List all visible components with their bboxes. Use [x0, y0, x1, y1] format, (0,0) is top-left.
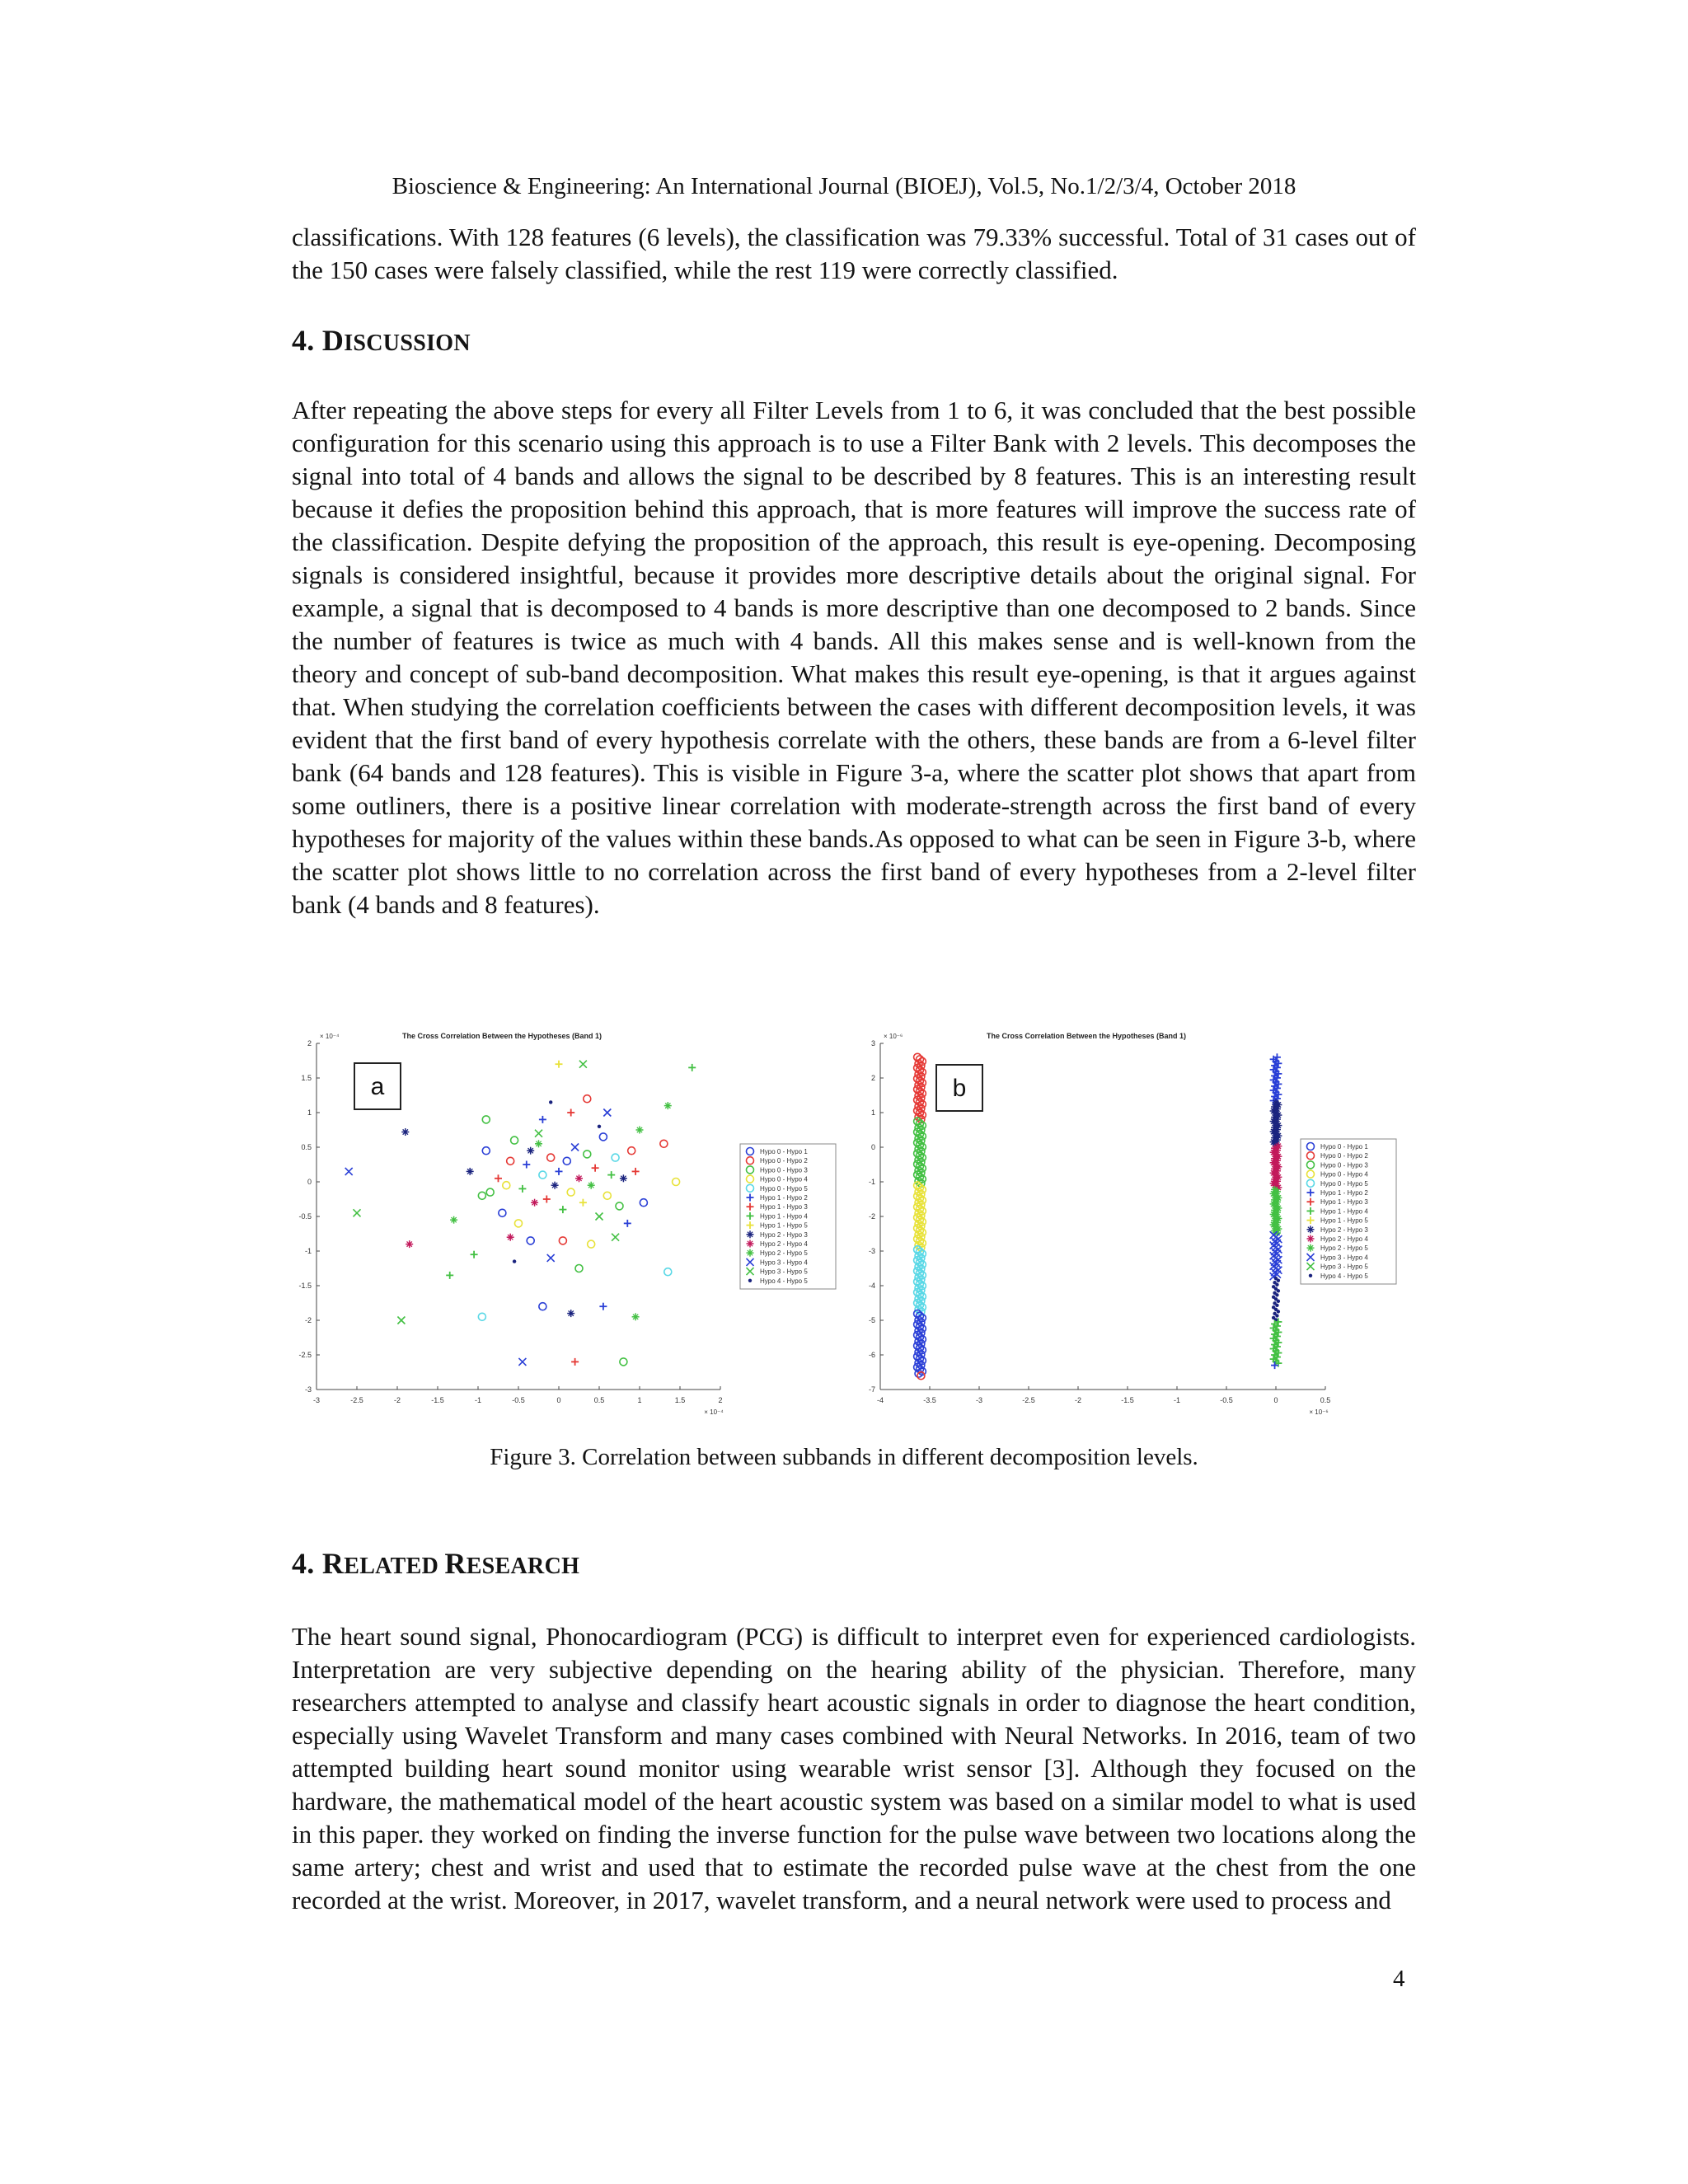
data-point	[584, 1151, 591, 1158]
legend-entry: Hypo 1 - Hypo 5	[1320, 1216, 1368, 1225]
x-tick-label: 1	[637, 1396, 642, 1404]
svg-text:a: a	[370, 1073, 385, 1100]
x-tick-label: 0	[1273, 1396, 1278, 1404]
running-header: Bioscience & Engineering: An International Journal (BIOEJ), Vol.5, No.1/2/3/4, October 2018	[392, 173, 1296, 199]
related-heading-number: 4.	[292, 1547, 322, 1580]
data-point	[559, 1237, 566, 1244]
related-heading-initial-1: R	[321, 1547, 345, 1580]
y-tick-label: -2	[304, 1316, 312, 1324]
data-point	[632, 1313, 640, 1320]
legend-entry: Hypo 3 - Hypo 4	[760, 1258, 808, 1267]
data-point	[660, 1140, 668, 1147]
data-point	[632, 1168, 640, 1175]
related-heading-initial-2: R	[444, 1547, 467, 1580]
page-number: 4	[1393, 1966, 1405, 1992]
x-tick-label: -1	[1173, 1396, 1181, 1404]
x-tick-label: 0.5	[593, 1396, 605, 1404]
data-point	[563, 1157, 570, 1165]
data-point	[575, 1174, 583, 1182]
x-tick-label: 2	[718, 1396, 723, 1404]
x-tick-label: 0	[556, 1396, 561, 1404]
scatter-plot-b	[856, 1022, 1416, 1426]
y-tick-label: -0.5	[298, 1212, 312, 1221]
y-tick-label: 1.5	[301, 1074, 312, 1082]
y-tick-label: -1	[868, 1178, 875, 1186]
legend-entry: Hypo 3 - Hypo 5	[1320, 1263, 1368, 1271]
data-point	[1275, 1283, 1278, 1286]
data-point	[620, 1174, 627, 1182]
x-tick-label: -3	[312, 1396, 321, 1404]
legend-entry: Hypo 0 - Hypo 4	[760, 1175, 808, 1183]
y-tick-label: 2	[870, 1074, 875, 1082]
x-tick-label: -3.5	[923, 1396, 936, 1404]
data-point	[486, 1188, 494, 1196]
y-tick-label: 3	[870, 1039, 875, 1047]
data-point	[535, 1130, 542, 1137]
chart-title: The Cross Correlation Between the Hypotheses (Band 1)	[401, 1032, 603, 1040]
y-tick-label: 1	[870, 1108, 875, 1117]
x-tick-label: -1	[474, 1396, 482, 1404]
data-point	[446, 1272, 453, 1279]
related-heading-rest-1: ELATED	[344, 1554, 445, 1579]
data-point	[503, 1182, 510, 1189]
discussion-paragraph: After repeating the above steps for every all Filter Levels from 1 to 6, it was concluded that the best possible configuration for this scenario using this approach is to use a Filter Bank with 2 levels. This decomposes the signal into total of 4 bands and allows the signal to be described by 8 features. This is an interesting result because it defies the proposition behind this approach, that is more features will improve the success rate of the classification. Despite defying the proposition of the approach, this result is eye-opening. Decomposing signals is considered insightful, because it provides more descriptive details about the original signal. For example, a signal that is decomposed to 4 bands is more descriptive than one decomposed to 2 bands. Since the number of features is twice as much with 4 bands. All this makes sense and is well-known from the theory and concept of sub-band decomposition. What makes this result eye-opening, is that it argues against that. When studying the correlation coefficients between the cases with different decomposition levels, it was evident that the first band of every hypothesis correlate with the others, these bands are from a 6-level filter bank (64 bands and 128 features). This is visible in Figure 3-a, where the scatter plot shows that apart from some outliners, there is a positive linear correlation with moderate-strength across the first band of every hypotheses for majority of the values within these bands.As opposed to what can be seen in Figure 3-b, where the scatter plot shows little to no correlation across the first band of every hypotheses from a 2-level filter bank (4 bands and 8 features).	[292, 396, 1416, 919]
y-tick-label: -7	[868, 1385, 875, 1394]
legend-entry: Hypo 0 - Hypo 2	[760, 1157, 808, 1165]
related-research-heading	[292, 1546, 579, 1581]
data-point	[579, 1199, 587, 1207]
data-point	[1275, 1304, 1278, 1307]
data-point	[579, 1061, 587, 1068]
x-tick-label: -0.5	[1220, 1396, 1233, 1404]
data-point	[345, 1168, 353, 1175]
data-point	[518, 1185, 526, 1193]
data-point	[628, 1147, 635, 1155]
svg-text:b: b	[952, 1075, 967, 1102]
x-tick-label: -3	[975, 1396, 983, 1404]
data-point	[450, 1216, 457, 1224]
panel-label	[936, 1065, 982, 1111]
data-point	[592, 1165, 599, 1172]
data-point	[664, 1102, 672, 1109]
legend-entry: Hypo 2 - Hypo 3	[1320, 1226, 1368, 1234]
data-point	[571, 1144, 579, 1151]
data-point	[1275, 1293, 1278, 1296]
figure-3	[292, 1022, 1416, 1426]
data-point	[495, 1174, 502, 1182]
data-point	[596, 1213, 603, 1221]
intro-paragraph: classifications. With 128 features (6 levels), the classification was 79.33% successful. Total of 31 cases out of the 150 cases were falsely classified, while the rest 119 were correctly classified.	[292, 223, 1416, 284]
y-exponent-label: × 10⁻⁶	[884, 1033, 903, 1040]
data-point	[1275, 1314, 1278, 1317]
data-point	[543, 1196, 551, 1203]
data-point	[556, 1061, 563, 1068]
discussion-heading-rest: ISCUSSION	[344, 330, 471, 356]
legend-entry: Hypo 0 - Hypo 5	[760, 1184, 808, 1193]
legend-entry: Hypo 4 - Hypo 5	[760, 1277, 808, 1285]
legend-entry: Hypo 4 - Hypo 5	[1320, 1272, 1368, 1280]
legend-marker	[748, 1279, 752, 1282]
legend-entry: Hypo 2 - Hypo 3	[760, 1230, 808, 1239]
legend-entry: Hypo 0 - Hypo 1	[1320, 1143, 1368, 1151]
data-point	[599, 1303, 607, 1310]
data-point	[571, 1358, 579, 1366]
x-tick-label: -1.5	[431, 1396, 444, 1404]
data-point	[640, 1199, 647, 1207]
data-point	[518, 1358, 526, 1366]
legend-entry: Hypo 2 - Hypo 4	[760, 1240, 808, 1248]
legend-entry: Hypo 0 - Hypo 2	[1320, 1152, 1368, 1160]
legend-entry: Hypo 0 - Hypo 3	[760, 1166, 808, 1174]
x-tick-label: 1.5	[674, 1396, 686, 1404]
data-point	[539, 1116, 546, 1123]
data-point	[616, 1202, 623, 1210]
related-research-paragraph: The heart sound signal, Phonocardiogram (PCG) is difficult to interpret even for experienced cardiologists. Interpretation are very subjective depending on the hearing ability of the physician. Therefore, many researchers attempted to analyse and classify heart acoustic signals in order to diagnose the heart condition, especially using Wavelet Transform and many cases combined with Neural Networks. In 2016, team of two attempted building heart sound monitor using wearable wrist sensor [3]. Although they focused on the hardware, the mathematical model of the heart acoustic system was based on a similar model to what is used in this paper. they worked on finding the inverse function for the pulse wave between two locations along the same artery; chest and wrist and used that to estimate the recorded pulse wave at the chest from the one recorded at the wrist. Moreover, in 2017, wavelet transform, and a neural network were used to process and	[292, 1622, 1416, 1915]
legend-entry: Hypo 3 - Hypo 4	[1320, 1254, 1368, 1262]
data-point	[401, 1128, 409, 1136]
data-point	[559, 1206, 566, 1213]
panel-label	[354, 1063, 401, 1109]
data-point	[507, 1157, 514, 1165]
y-tick-label: -5	[868, 1316, 875, 1324]
data-point	[535, 1140, 542, 1147]
y-tick-label: -2.5	[298, 1351, 312, 1359]
data-point	[599, 1133, 607, 1141]
legend-entry: Hypo 0 - Hypo 5	[1320, 1179, 1368, 1188]
data-point	[547, 1254, 555, 1262]
data-point	[567, 1310, 574, 1317]
x-exponent-label: × 10⁻⁶	[1309, 1408, 1329, 1416]
y-tick-label: 0	[870, 1143, 875, 1151]
legend-entry: Hypo 3 - Hypo 5	[760, 1268, 808, 1276]
x-tick-label: 0.5	[1320, 1396, 1331, 1404]
data-point	[499, 1209, 506, 1216]
data-point	[607, 1171, 615, 1179]
data-point	[1277, 1289, 1280, 1292]
y-tick-label: -1.5	[298, 1282, 312, 1290]
y-tick-label: -3	[868, 1247, 875, 1255]
x-exponent-label: × 10⁻⁴	[704, 1408, 724, 1416]
legend-entry: Hypo 1 - Hypo 4	[1320, 1207, 1368, 1216]
data-point	[507, 1234, 514, 1241]
x-tick-label: -4	[876, 1396, 884, 1404]
discussion-heading-initial: D	[321, 324, 345, 357]
legend-entry: Hypo 1 - Hypo 2	[760, 1194, 808, 1202]
legend-entry: Hypo 2 - Hypo 5	[1320, 1244, 1368, 1253]
legend-entry: Hypo 1 - Hypo 4	[760, 1212, 808, 1221]
data-point	[620, 1358, 627, 1366]
y-tick-label: 2	[307, 1039, 312, 1047]
legend	[740, 1144, 836, 1289]
legend-entry: Hypo 0 - Hypo 1	[760, 1148, 808, 1155]
data-point	[513, 1259, 516, 1263]
data-point	[575, 1265, 583, 1272]
data-point	[527, 1237, 534, 1244]
data-point	[603, 1109, 611, 1117]
data-point	[636, 1127, 644, 1134]
y-tick-label: -1	[304, 1247, 312, 1255]
data-point	[567, 1109, 574, 1117]
data-point	[482, 1116, 490, 1123]
data-point	[1277, 1300, 1280, 1303]
x-tick-label: -2.5	[350, 1396, 363, 1404]
legend-entry: Hypo 2 - Hypo 5	[760, 1249, 808, 1258]
data-point	[603, 1192, 611, 1199]
legend-entry: Hypo 2 - Hypo 4	[1320, 1235, 1368, 1243]
data-point	[1277, 1279, 1280, 1282]
data-point	[471, 1251, 478, 1258]
data-point	[673, 1179, 680, 1186]
legend-entry: Hypo 0 - Hypo 3	[1320, 1161, 1368, 1169]
data-point	[406, 1240, 413, 1248]
y-tick-label: 0.5	[301, 1143, 312, 1151]
legend	[1301, 1139, 1396, 1284]
data-point	[598, 1125, 601, 1128]
data-point	[588, 1240, 595, 1248]
y-tick-label: -4	[868, 1282, 875, 1290]
data-point	[531, 1199, 538, 1207]
legend-marker	[1309, 1274, 1312, 1277]
data-point	[688, 1064, 696, 1071]
legend-entry: Hypo 0 - Hypo 4	[1320, 1170, 1368, 1179]
data-point	[523, 1161, 530, 1169]
legend-entry: Hypo 1 - Hypo 3	[1320, 1198, 1368, 1207]
data-point	[478, 1192, 485, 1199]
x-tick-label: -1.5	[1121, 1396, 1134, 1404]
data-point	[664, 1268, 672, 1276]
data-point	[549, 1100, 552, 1104]
x-tick-label: -2	[393, 1396, 401, 1404]
data-point	[567, 1188, 574, 1196]
data-point	[397, 1317, 405, 1324]
legend-entry: Hypo 1 - Hypo 2	[1320, 1189, 1368, 1197]
data-point	[527, 1147, 534, 1155]
legend-entry: Hypo 1 - Hypo 3	[760, 1203, 808, 1212]
figure-caption: Figure 3. Correlation between subbands in different decomposition levels.	[490, 1444, 1198, 1470]
related-heading-rest-2: ESEARCH	[466, 1554, 580, 1579]
discussion-heading	[292, 323, 471, 358]
legend-entry: Hypo 1 - Hypo 5	[760, 1221, 808, 1230]
chart-title: The Cross Correlation Between the Hypotheses (Band 1)	[986, 1032, 1187, 1040]
data-point	[584, 1095, 591, 1103]
y-tick-label: -2	[868, 1212, 875, 1221]
data-point	[478, 1313, 485, 1320]
data-point	[539, 1171, 546, 1179]
data-point	[588, 1182, 595, 1189]
discussion-heading-number: 4.	[292, 324, 322, 357]
data-point	[624, 1220, 631, 1227]
y-tick-label: -6	[868, 1351, 875, 1359]
data-point	[612, 1154, 619, 1161]
y-exponent-label: × 10⁻⁴	[320, 1033, 340, 1040]
data-point	[515, 1220, 523, 1227]
data-point	[482, 1147, 490, 1155]
data-point	[539, 1303, 546, 1310]
x-tick-label: -2.5	[1022, 1396, 1035, 1404]
y-tick-label: 1	[307, 1108, 312, 1117]
data-point	[1277, 1310, 1280, 1313]
scatter-plot-a	[292, 1022, 852, 1426]
x-tick-label: -2	[1074, 1396, 1082, 1404]
data-point	[612, 1234, 619, 1241]
y-tick-label: 0	[307, 1178, 312, 1186]
data-point	[467, 1168, 474, 1175]
data-point	[354, 1209, 361, 1216]
data-point	[551, 1182, 559, 1189]
data-point	[547, 1154, 555, 1161]
data-point	[556, 1168, 563, 1175]
data-point	[511, 1137, 518, 1144]
y-tick-label: -3	[304, 1385, 312, 1394]
x-tick-label: -0.5	[512, 1396, 525, 1404]
